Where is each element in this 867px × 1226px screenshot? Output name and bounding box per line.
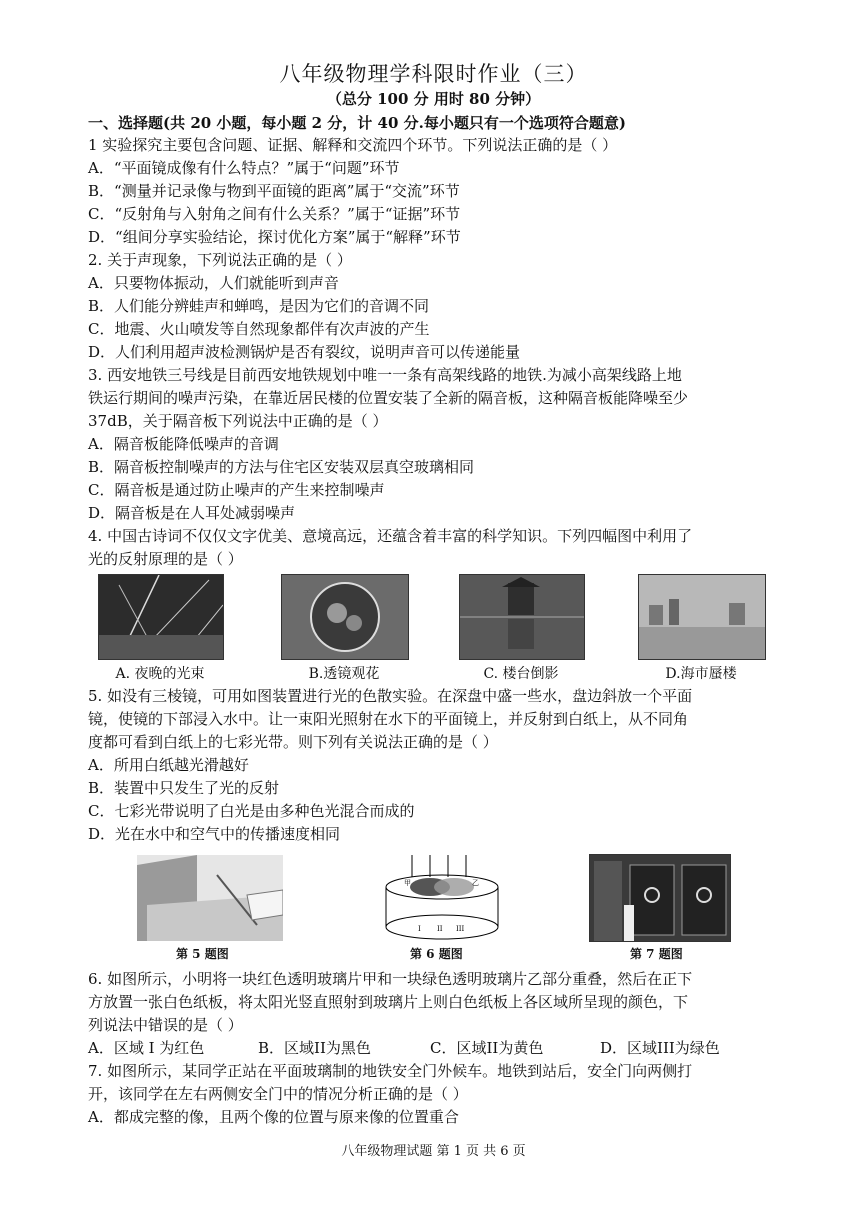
q5-option-b: B．装置中只发生了光的反射 [88, 779, 280, 797]
q6-option-a: A．区域 I 为红色 [88, 1039, 205, 1057]
fig6-label-yi: 乙 [472, 879, 479, 887]
color-filter-diagram [382, 855, 502, 941]
fig6-caption: 第 6 题图 [410, 947, 463, 961]
q7-option-a: A．都成完整的像，且两个像的位置与原来像的位置重合 [88, 1108, 459, 1126]
q4-image-b [281, 574, 409, 660]
q2-option-c: C．地震、火山喷发等自然现象都伴有次声波的产生 [88, 320, 430, 338]
lens-flower-icon [282, 575, 408, 659]
section-heading: 一、选择题(共 20 小题，每小题 2 分，计 40 分.每小题只有一个选项符合题意) [88, 114, 626, 132]
q6-stem-line2: 方放置一张白色纸板，将太阳光竖直照射到玻璃片上则白色纸板上各区域所呈现的颜色，下 [88, 993, 689, 1011]
q1-option-a: A．“平面镜成像有什么特点？”属于“问题”环节 [88, 159, 400, 177]
fig6-label-3: III [456, 925, 465, 933]
q4-image-d [638, 574, 766, 660]
q4-stem-line1: 4. 中国古诗词不仅仅文字优美、意境高远，还蕴含着丰富的科学知识。下列四幅图中利用了 [88, 527, 693, 545]
q3-option-d: D．隔音板是在人耳处减弱噪声 [88, 504, 296, 522]
q5-option-a: A．所用白纸越光滑越好 [88, 756, 249, 774]
q2-option-b: B．人们能分辨蛙声和蝉鸣，是因为它们的音调不同 [88, 297, 430, 315]
page-footer: 八年级物理试题 第 1 页 共 6 页 [341, 1144, 526, 1159]
q1-option-d: D．“组间分享实验结论，探讨优化方案”属于“解释”环节 [88, 228, 461, 246]
pavilion-reflection-icon [460, 575, 584, 659]
q5-option-c: C．七彩光带说明了白光是由多种色光混合而成的 [88, 802, 415, 820]
mirror-dish-icon [137, 855, 283, 941]
q3-option-b: B．隔音板控制噪声的方法与住宅区安装双层真空玻璃相同 [88, 458, 475, 476]
q3-stem-line3: 37dB，关于隔音板下列说法中正确的是（ ） [88, 412, 388, 430]
q4-caption-a: A. 夜晚的光束 [115, 666, 205, 682]
q5-stem-line2: 镜，使镜的下部浸入水中。让一束阳光照射在水下的平面镜上，并反射到白纸上，从不同角 [88, 710, 689, 728]
fig5-image [137, 855, 283, 941]
q6-option-b: B．区域II为黑色 [258, 1039, 371, 1057]
q3-option-a: A．隔音板能降低噪声的音调 [88, 435, 279, 453]
q7-stem-line2: 开，该同学在左右两侧安全门中的情况分析正确的是（ ） [88, 1085, 468, 1103]
q6-option-c: C．区域II为黄色 [430, 1039, 544, 1057]
night-beams-icon [99, 575, 223, 659]
fig6-label-2: II [437, 925, 443, 933]
page-title: 八年级物理学科限时作业（三） [279, 62, 588, 86]
q2-option-d: D．人们利用超声波检测锅炉是否有裂纹，说明声音可以传递能量 [88, 343, 521, 361]
q6-option-d: D．区域III为绿色 [600, 1039, 720, 1057]
fig6-label-jia: 甲 [404, 879, 411, 887]
q4-image-a [98, 574, 224, 660]
q4-image-c [459, 574, 585, 660]
q2-stem: 2. 关于声现象，下列说法正确的是（ ） [88, 251, 352, 269]
subway-door-icon [590, 855, 730, 941]
q3-stem-line1: 3. 西安地铁三号线是目前西安地铁规划中唯一一条有高架线路的地铁.为减小高架线路上地 [88, 366, 682, 384]
q6-stem-line1: 6. 如图所示，小明将一块红色透明玻璃片甲和一块绿色透明玻璃片乙部分重叠，然后在正下 [88, 970, 693, 988]
page-subtitle: （总分 100 分 用时 80 分钟） [326, 90, 541, 108]
q6-options-row [88, 1037, 720, 1059]
q1-option-c: C．“反射角与入射角之间有什么关系？”属于“证据”环节 [88, 205, 461, 223]
q4-caption-b: B.透镜观花 [308, 666, 380, 682]
q5-stem-line3: 度都可看到白纸上的七彩光带。则下列有关说法正确的是（ ） [88, 733, 498, 751]
fig7-caption: 第 7 题图 [630, 947, 683, 961]
q6-stem-line3: 列说法中错误的是（ ） [88, 1016, 243, 1034]
q7-stem-line1: 7. 如图所示，某同学正站在平面玻璃制的地铁安全门外候车。地铁到站后，安全门向两侧打 [88, 1062, 693, 1080]
q4-stem-line2: 光的反射原理的是（ ） [88, 550, 243, 568]
q2-option-a: A．只要物体振动，人们就能听到声音 [88, 274, 339, 292]
q4-caption-d: D.海市蜃楼 [665, 666, 737, 682]
fig5-caption: 第 5 题图 [176, 947, 229, 961]
fig6-image [382, 855, 502, 941]
q5-stem-line1: 5. 如没有三棱镜，可用如图装置进行光的色散实验。在深盘中盛一些水，盘边斜放一个平面 [88, 687, 693, 705]
mirage-icon [639, 575, 765, 659]
q3-stem-line2: 铁运行期间的噪声污染，在靠近居民楼的位置安装了全新的隔音板，这种隔音板能降噪至少 [88, 389, 689, 407]
q1-option-b: B．“测量并记录像与物到平面镜的距离”属于“交流”环节 [88, 182, 460, 200]
fig7-image [589, 854, 731, 942]
q5-option-d: D．光在水中和空气中的传播速度相同 [88, 825, 341, 843]
q3-option-c: C．隔音板是通过防止噪声的产生来控制噪声 [88, 481, 385, 499]
fig6-label-1: I [418, 925, 421, 933]
q1-stem: 1 实验探究主要包含问题、证据、解释和交流四个环节。下列说法正确的是（ ） [88, 136, 618, 154]
q4-caption-c: C. 楼台倒影 [483, 666, 559, 682]
